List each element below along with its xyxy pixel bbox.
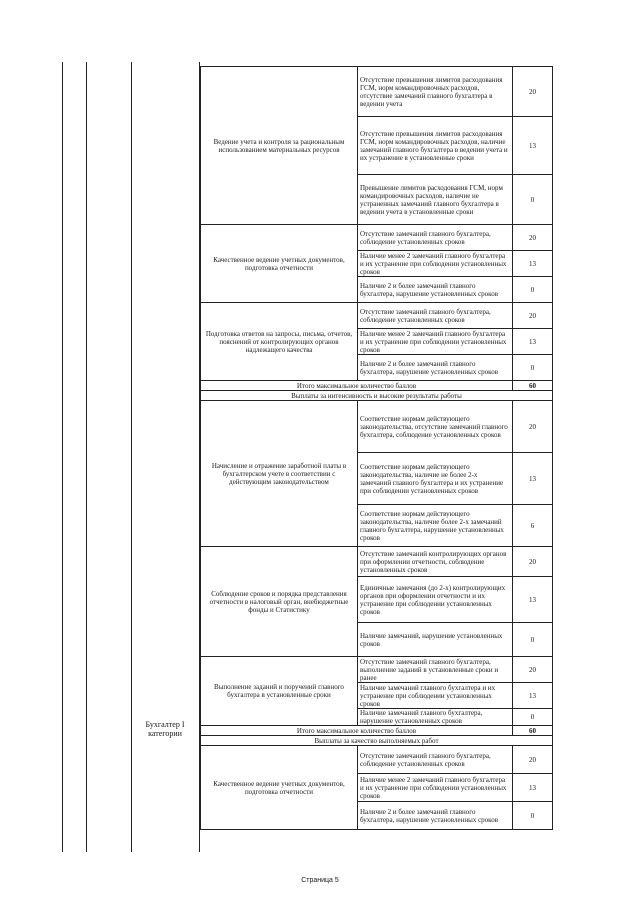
condition-cell: Наличие замечаний главного бухгалтера и их устранение при соблюдении установленных сроков	[358, 683, 513, 709]
column-rule-1	[62, 62, 63, 852]
condition-cell: Наличие 2 и более замечаний главного бухгалтера, нарушение установленных сроков	[358, 802, 513, 830]
points-cell: 20	[513, 225, 553, 251]
points-cell: 20	[513, 401, 553, 453]
points-cell: 13	[513, 453, 553, 505]
column-rule-2	[86, 62, 87, 852]
section-heading: Выплаты за качество выполняемых работ	[201, 736, 553, 746]
points-cell: 13	[513, 329, 553, 355]
condition-cell: Наличие менее 2 замечаний главного бухгалтера и их устранение при соблюдении установленных сроков	[358, 774, 513, 802]
section-heading: Выплаты за интенсивность и высокие результаты работы	[201, 391, 553, 401]
points-cell: 20	[513, 657, 553, 683]
criterion-row	[201, 746, 553, 774]
criterion-cell: Ведение учета и контроля за рациональным использованием материальных ресурсов	[201, 67, 358, 225]
condition-cell: Наличие замечаний, нарушение установленных сроков	[358, 623, 513, 657]
criterion-row	[201, 225, 553, 251]
condition-cell: Единичные замечания (до 2-х) контролирующих органов при оформлении отчетности и их устранение при соблюдении установленных сроков	[358, 577, 513, 623]
criterion-row	[201, 657, 553, 683]
points-cell: 13	[513, 251, 553, 277]
page-footer: Страница 5	[301, 877, 339, 884]
condition-cell: Соответствие нормам действующего законодательства, отсутствие замечаний главного бухгалтера, соблюдение установленных сроков	[358, 401, 513, 453]
criterion-cell: Подготовка ответов на запросы, письма, отчетов, пояснений от контролирующих органов надлежащего качества	[201, 303, 358, 381]
condition-cell: Отсутствие превышения лимитов расходования ГСМ, норм командировочных расходов, отсутствие замечаний главного бухгалтера в ведении учета	[358, 67, 513, 117]
criterion-cell: Качественное ведение учетных документов, подготовка отчетности	[201, 746, 358, 830]
total-label: Итого максимальное количество баллов	[201, 726, 513, 736]
points-cell: 0	[513, 277, 553, 303]
total-row	[201, 381, 553, 391]
condition-cell: Отсутствие замечаний главного бухгалтера, соблюдение установленных сроков	[358, 225, 513, 251]
condition-cell: Отсутствие замечаний главного бухгалтера, соблюдение установленных сроков	[358, 746, 513, 774]
condition-cell: Наличие менее 2 замечаний главного бухгалтера и их устранение при соблюдении установленных сроков	[358, 251, 513, 277]
points-cell: 6	[513, 505, 553, 547]
points-cell: 0	[513, 175, 553, 225]
criterion-row	[201, 303, 553, 329]
criterion-cell: Начисление и отражение заработной платы в бухгалтерском учете в соответствии с действующим законодательством	[201, 401, 358, 547]
points-cell: 20	[513, 746, 553, 774]
criteria-table	[200, 66, 553, 830]
condition-cell: Отсутствие замечаний главного бухгалтера, соблюдение установленных сроков	[358, 303, 513, 329]
criterion-cell: Соблюдение сроков и порядка представления отчетности в налоговый орган, внебюджетные фонды и Статистику	[201, 547, 358, 657]
total-value: 60	[513, 726, 553, 736]
section-row	[201, 391, 553, 401]
total-row	[201, 726, 553, 736]
points-cell: 13	[513, 577, 553, 623]
criterion-row	[201, 67, 553, 117]
total-value: 60	[513, 381, 553, 391]
condition-cell: Превышение лимитов расходования ГСМ, норм командировочных расходов, наличие не устраненных замечаний главного бухгалтера в ведении учета в установленные сроки	[358, 175, 513, 225]
condition-cell: Наличие 2 и более замечаний главного бухгалтера, нарушение установленных сроков	[358, 277, 513, 303]
condition-cell: Отсутствие замечаний главного бухгалтера, выполнение заданий в установленные сроки и ранее	[358, 657, 513, 683]
criterion-cell: Выполнение заданий и поручений главного бухгалтера в установленные сроки	[201, 657, 358, 726]
points-cell: 20	[513, 547, 553, 577]
points-cell: 0	[513, 709, 553, 726]
criterion-row	[201, 401, 553, 453]
points-cell: 0	[513, 802, 553, 830]
points-cell: 20	[513, 67, 553, 117]
points-cell: 0	[513, 623, 553, 657]
condition-cell: Отсутствие замечаний контролирующих органов при оформлении отчетности, соблюдение установленных сроков	[358, 547, 513, 577]
points-cell: 13	[513, 683, 553, 709]
condition-cell: Наличие менее 2 замечаний главного бухгалтера и их устранение при соблюдении установленных сроков	[358, 329, 513, 355]
role-label: Бухгалтер I категории	[145, 720, 185, 738]
condition-cell: Отсутствие превышения лимитов расходования ГСМ, норм командировочных расходов, наличие замечаний главного бухгалтера в ведении учета и их устранение в установленные сроки	[358, 117, 513, 175]
points-cell: 0	[513, 355, 553, 381]
criterion-row	[201, 547, 553, 577]
points-cell: 13	[513, 117, 553, 175]
points-cell: 13	[513, 774, 553, 802]
section-row	[201, 736, 553, 746]
condition-cell: Соответствие нормам действующего законодательства, наличие не более 2-х замечаний главного бухгалтера и их устранение при соблюдении установленных сроков	[358, 453, 513, 505]
points-cell: 20	[513, 303, 553, 329]
condition-cell: Соответствие нормам действующего законодательства, наличие более 2-х замечаний главного бухгалтера, нарушение установленных сроков	[358, 505, 513, 547]
condition-cell: Наличие замечаний главного бухгалтера, нарушение установленных сроков	[358, 709, 513, 726]
total-label: Итого максимальное количество баллов	[201, 381, 513, 391]
condition-cell: Наличие 2 и более замечаний главного бухгалтера, нарушение установленных сроков	[358, 355, 513, 381]
criterion-cell: Качественное ведение учетных документов, подготовка отчетности	[201, 225, 358, 303]
